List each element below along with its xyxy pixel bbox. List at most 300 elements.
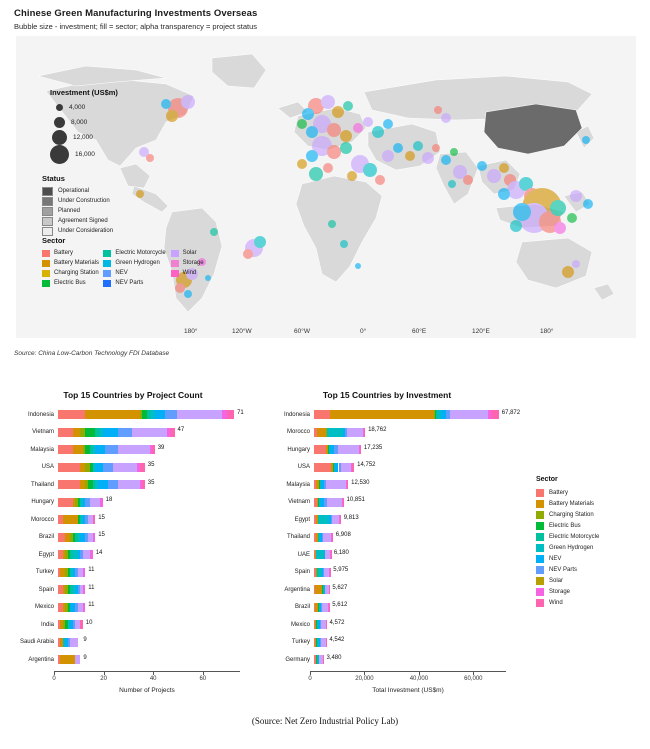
bar-segment[interactable] (327, 498, 343, 507)
bar-value-label: 47 (177, 427, 185, 434)
bar-row[interactable] (262, 651, 524, 669)
status-legend-item (42, 196, 152, 206)
bar-segment[interactable] (118, 445, 150, 454)
bar-segment[interactable] (93, 515, 95, 524)
map-tick-60w: 60°W (294, 328, 310, 335)
bar-row[interactable] (262, 494, 524, 512)
bar-track (314, 463, 510, 472)
bar-segment[interactable] (319, 515, 329, 524)
bar-segment[interactable] (95, 463, 102, 472)
bar-category-label: Mexico (290, 621, 310, 628)
bar-row[interactable] (8, 599, 258, 617)
bar-value-label: 12,530 (351, 479, 370, 486)
x-tick-label: 0 (52, 675, 56, 682)
bar-category-label: Argentina (28, 656, 54, 663)
bar-category-label: Vietnam (288, 499, 310, 506)
bar-row[interactable] (262, 599, 524, 617)
sector-swatch (536, 533, 544, 541)
status-swatch (42, 227, 53, 236)
bar-row[interactable] (8, 494, 258, 512)
investment-legend-title: Investment (US$m) (50, 88, 118, 97)
bar-segment[interactable] (95, 445, 105, 454)
bar-segment[interactable] (83, 550, 90, 559)
sector-legend-label: Storage (549, 588, 571, 595)
bar-segment[interactable] (327, 428, 342, 437)
bar-row[interactable] (8, 616, 258, 634)
sector-legend-item[interactable] (536, 586, 599, 597)
bar-row[interactable] (262, 581, 524, 599)
x-tick-label: 0 (308, 675, 312, 682)
bar-segment[interactable] (85, 428, 95, 437)
bar-segment[interactable] (118, 480, 140, 489)
bar-segment[interactable] (316, 550, 323, 559)
bar-category-label: Germany (285, 656, 310, 663)
bar-segment[interactable] (80, 620, 82, 629)
bar-segment[interactable] (63, 515, 78, 524)
bar-track (58, 638, 244, 647)
bar-track (314, 638, 510, 647)
x-tick-label: 60 (199, 675, 207, 682)
bar-value-label: 15 (98, 514, 105, 521)
bar-segment[interactable] (73, 428, 80, 437)
bar-category-label: Malaysia (286, 481, 310, 488)
bar-category-label: Turkey (291, 639, 310, 646)
bar-category-label: Morocco (286, 429, 310, 436)
bar-segment[interactable] (326, 480, 346, 489)
bar-segment[interactable] (103, 428, 118, 437)
bar-segment[interactable] (341, 463, 351, 472)
bar-category-label: Argentina (284, 586, 310, 593)
bar-segment[interactable] (315, 585, 323, 594)
bar-category-label: Hungary (31, 499, 54, 506)
sector-legend-label: Battery Materials (549, 500, 595, 507)
sector-legend-label: Charging Station (549, 511, 594, 518)
bar-value-label: 5,627 (332, 584, 348, 591)
bar-row[interactable] (262, 406, 524, 424)
status-legend-label: Under Consideration (58, 228, 114, 234)
sector-swatch (42, 260, 50, 267)
investment-legend-item (50, 115, 170, 130)
bar-row[interactable] (8, 459, 258, 477)
bar-track (314, 498, 510, 507)
map-tick-180e: 180° (540, 328, 554, 335)
bar-track (314, 409, 521, 419)
right-chart-title: Top 15 Countries by Investment (322, 390, 452, 400)
sector-swatch (42, 280, 50, 287)
sector-legend-item (42, 258, 103, 268)
status-legend-title: Status (42, 174, 65, 183)
bar-segment[interactable] (347, 480, 348, 489)
bar-row[interactable] (8, 424, 258, 442)
bar-segment[interactable] (58, 463, 80, 472)
bar-segment[interactable] (323, 655, 324, 664)
bar-category-label: Vietnam (32, 429, 54, 436)
sector-swatch (536, 588, 544, 596)
bar-row[interactable] (8, 564, 258, 582)
bar-category-label: USA (41, 464, 54, 471)
bar-segment[interactable] (108, 480, 118, 489)
sector-legend-label: NEV (115, 270, 128, 276)
bar-row[interactable] (262, 511, 524, 529)
investment-legend-item (50, 130, 170, 145)
bar-category-label: Brazil (294, 604, 310, 611)
bar-segment[interactable] (491, 410, 499, 419)
bar-category-label: Indonesia (27, 411, 54, 418)
sector-swatch (103, 260, 111, 267)
bar-segment[interactable] (332, 533, 333, 542)
bar-segment[interactable] (90, 498, 100, 507)
bar-category-label: Thailand (286, 534, 310, 541)
bar-segment[interactable] (329, 585, 330, 594)
sector-legend-item (171, 268, 232, 278)
bar-row[interactable] (262, 616, 524, 634)
bar-value-label: 3,480 (326, 654, 342, 661)
bar-row[interactable] (8, 529, 258, 547)
bar-value-label: 9,813 (343, 514, 359, 521)
bar-segment[interactable] (330, 410, 433, 419)
bar-row[interactable] (262, 459, 524, 477)
bar-value-label: 14,752 (357, 462, 376, 469)
bar-track (58, 655, 244, 664)
bar-segment[interactable] (58, 445, 73, 454)
sector-legend-item (171, 258, 232, 268)
sector-legend-label: NEV Parts (549, 566, 578, 573)
bar-row[interactable] (8, 546, 258, 564)
sector-legend-item (103, 258, 170, 268)
bar-category-label: Turkey (35, 569, 54, 576)
investment-chart[interactable] (262, 406, 524, 694)
bar-charts-panel (0, 382, 650, 702)
bar-segment[interactable] (323, 533, 331, 542)
sector-legend-label: Battery (549, 489, 569, 496)
bar-track (58, 410, 244, 419)
bar-track (314, 655, 510, 664)
bar-row[interactable] (262, 424, 524, 442)
bar-segment[interactable] (360, 445, 361, 454)
sector-legend-item[interactable] (536, 498, 599, 509)
bar-category-label: USA (297, 464, 310, 471)
investment-legend-label: 16,000 (75, 151, 95, 158)
bar-segment[interactable] (142, 480, 144, 489)
bar-segment[interactable] (83, 603, 85, 612)
sector-legend-right-title: Sector (536, 476, 558, 483)
map-tick-120e: 120°E (472, 328, 490, 335)
bar-segment[interactable] (450, 410, 488, 419)
bar-segment[interactable] (338, 445, 359, 454)
sector-swatch (536, 511, 544, 519)
bar-segment[interactable] (60, 655, 75, 664)
bar-value-label: 6,908 (335, 532, 351, 539)
sector-legend-item[interactable] (536, 564, 599, 575)
bar-segment[interactable] (314, 445, 326, 454)
bar-segment[interactable] (326, 638, 327, 647)
investment-legend-item (50, 145, 170, 164)
map-source-note: Source: China Low-Carbon Technology FDI Database (14, 350, 170, 357)
bar-track (314, 585, 510, 594)
investment-size-legend (50, 88, 170, 164)
bar-segment[interactable] (58, 428, 73, 437)
sector-legend-item (42, 248, 103, 258)
bar-segment[interactable] (83, 568, 85, 577)
bar-row[interactable] (262, 441, 524, 459)
bar-value-label: 17,235 (363, 444, 383, 451)
bar-category-label: Saudi Arabia (19, 639, 54, 646)
figure-source: (Source: Net Zero Industrial Policy Lab) (251, 716, 399, 726)
bar-segment[interactable] (58, 533, 65, 542)
bar-row[interactable] (8, 651, 258, 669)
bar-category-label: Brazil (38, 534, 54, 541)
map-tick-180w: 180° (184, 328, 198, 335)
x-tick-mark (104, 672, 105, 675)
sector-legend-label: Battery (54, 250, 74, 256)
sector-legend-item[interactable] (536, 509, 599, 520)
sector-swatch (103, 270, 111, 277)
bar-segment[interactable] (152, 445, 154, 454)
bar-value-label: 39 (157, 444, 165, 451)
bar-value-label: 4,542 (329, 637, 345, 644)
bar-segment[interactable] (58, 498, 73, 507)
bar-value-label: 10 (85, 619, 93, 626)
bar-segment[interactable] (140, 463, 145, 472)
bar-segment[interactable] (332, 515, 339, 524)
bar-track (314, 550, 510, 559)
bar-category-label: Spain (294, 569, 310, 576)
bar-track (314, 603, 510, 612)
bar-segment[interactable] (73, 445, 83, 454)
sector-legend-label: Solar (182, 250, 197, 256)
status-legend-item (42, 216, 152, 226)
status-legend-item (42, 186, 152, 196)
page-title: Chinese Green Manufacturing Investments Overseas (14, 8, 258, 19)
x-tick-mark (364, 672, 365, 675)
x-tick-label: 40,000 (409, 675, 429, 682)
bar-value-label: 10,851 (346, 497, 365, 504)
bar-segment[interactable] (100, 498, 102, 507)
bar-value-label: 14 (95, 549, 103, 556)
bar-value-label: 35 (147, 479, 155, 486)
sector-legend-item[interactable] (536, 553, 599, 564)
bar-segment[interactable] (93, 533, 95, 542)
bar-category-label: Egypt (294, 516, 310, 523)
bar-track (58, 498, 244, 507)
sector-swatch (536, 599, 544, 607)
bar-segment[interactable] (155, 410, 165, 419)
bar-value-label: 71 (237, 409, 244, 416)
bar-category-label: India (40, 621, 54, 628)
bar-segment[interactable] (105, 445, 117, 454)
bar-value-label: 4,572 (329, 619, 345, 626)
status-legend-item (42, 206, 152, 216)
status-legend-label: Agreement Signed (58, 218, 108, 224)
sector-legend-item[interactable] (536, 520, 599, 531)
bar-category-label: Morocco (30, 516, 54, 523)
bar-segment[interactable] (118, 428, 133, 437)
bar-row[interactable] (262, 529, 524, 547)
bar-track (314, 533, 510, 542)
sector-legend-item[interactable] (536, 487, 599, 498)
bar-row[interactable] (8, 634, 258, 652)
sector-legend-column (103, 248, 170, 288)
bar-value-label: 6,180 (333, 549, 349, 556)
bar-segment[interactable] (90, 550, 92, 559)
x-tick-label: 40 (149, 675, 157, 682)
sector-legend-item[interactable] (536, 597, 599, 608)
bar-segment[interactable] (331, 550, 332, 559)
sector-legend-right (536, 476, 599, 608)
bar-track (314, 620, 510, 629)
bar-segment[interactable] (343, 498, 344, 507)
status-swatch (42, 207, 53, 216)
x-tick-mark (473, 672, 474, 675)
bar-segment[interactable] (227, 410, 234, 419)
sector-legend-label: Wind (549, 599, 563, 606)
sector-legend-label: Storage (182, 260, 204, 266)
sector-swatch (536, 577, 544, 585)
bar-row[interactable] (262, 546, 524, 564)
bar-row[interactable] (8, 581, 258, 599)
x-tick-mark (54, 672, 55, 675)
bubble-icon (50, 145, 69, 164)
x-tick-label: 60,000 (464, 675, 483, 682)
bar-segment[interactable] (317, 428, 326, 437)
bar-segment[interactable] (70, 638, 77, 647)
x-axis (310, 671, 506, 672)
sector-legend-item[interactable] (536, 575, 599, 586)
x-axis (54, 671, 240, 672)
bar-row[interactable] (8, 511, 258, 529)
map-tick-0: 0° (360, 328, 367, 335)
sector-legend-title: Sector (42, 236, 66, 245)
bar-track (58, 585, 244, 594)
bar-segment[interactable] (103, 463, 113, 472)
bar-segment[interactable] (85, 410, 140, 419)
sector-swatch (42, 270, 50, 277)
sector-legend-label: Wind (182, 270, 197, 276)
x-tick-mark (419, 672, 420, 675)
sector-legend-item (103, 268, 170, 278)
bar-category-label: Spain (38, 586, 54, 593)
bar-segment[interactable] (132, 428, 167, 437)
sector-swatch (536, 522, 544, 530)
sector-swatch (103, 250, 111, 257)
status-legend (42, 174, 152, 236)
bar-segment[interactable] (314, 410, 330, 419)
bar-value-label: 15 (98, 532, 105, 539)
bar-row[interactable] (8, 406, 258, 424)
bar-track (58, 568, 244, 577)
project-count-chart[interactable] (8, 406, 258, 694)
sector-legend-label: NEV (549, 555, 562, 562)
bar-segment[interactable] (326, 620, 327, 629)
bar-category-label: Malaysia (30, 446, 54, 453)
status-swatch (42, 197, 53, 206)
bar-value-label: 11 (88, 567, 95, 574)
bar-track (58, 620, 244, 629)
bar-track (58, 603, 244, 612)
bar-value-label: 35 (147, 462, 155, 469)
bar-segment[interactable] (75, 655, 80, 664)
bar-segment[interactable] (113, 463, 138, 472)
bar-track (58, 480, 244, 489)
x-tick-label: 20,000 (355, 675, 374, 682)
bar-segment[interactable] (364, 428, 365, 437)
bar-value-label: 9 (83, 654, 87, 661)
bubble-icon (52, 130, 67, 145)
sector-swatch (536, 500, 544, 508)
bar-track (314, 515, 510, 524)
bar-track (58, 445, 244, 454)
bar-category-label: Egypt (38, 551, 54, 558)
map-panel (0, 0, 650, 372)
sector-legend-item[interactable] (536, 531, 599, 542)
sector-swatch (536, 566, 544, 574)
sector-swatch (536, 555, 544, 563)
bar-value-label: 18 (105, 497, 113, 504)
sector-swatch (536, 489, 544, 497)
bar-segment[interactable] (58, 480, 80, 489)
bar-row[interactable] (8, 476, 258, 494)
bar-category-label: Indonesia (283, 411, 310, 418)
bar-segment[interactable] (330, 568, 331, 577)
bar-segment[interactable] (347, 428, 363, 437)
bar-segment[interactable] (83, 585, 85, 594)
bar-track (58, 463, 244, 472)
sector-swatch (536, 544, 544, 552)
sector-legend-label: Electric Bus (54, 280, 86, 286)
bar-row[interactable] (262, 476, 524, 494)
investment-legend-label: 12,000 (73, 134, 93, 141)
map-tick-120w: 120°W (232, 328, 252, 335)
x-tick-mark (310, 672, 311, 675)
sector-swatch (103, 280, 111, 287)
investment-legend-item (50, 100, 170, 115)
bar-segment[interactable] (329, 603, 330, 612)
bar-segment[interactable] (177, 410, 222, 419)
sector-legend-label: Green Hydrogen (549, 544, 594, 551)
sector-legend-item (42, 278, 103, 288)
bar-track (58, 550, 244, 559)
investment-legend-label: 4,000 (69, 104, 86, 111)
bar-row[interactable] (8, 441, 258, 459)
bar-segment[interactable] (98, 480, 108, 489)
bar-segment[interactable] (58, 410, 85, 419)
bar-track (314, 568, 510, 577)
bar-track (314, 480, 510, 489)
bar-category-label: UAE (297, 551, 310, 558)
sector-swatch (42, 250, 50, 257)
bar-row[interactable] (262, 634, 524, 652)
bar-category-label: Hungary (287, 446, 310, 453)
status-legend-label: Under Construction (58, 198, 110, 204)
bubble-icon (54, 117, 65, 128)
bar-row[interactable] (262, 564, 524, 582)
sector-swatch (171, 270, 179, 277)
bar-segment[interactable] (170, 428, 175, 437)
investment-legend-label: 8,000 (71, 119, 88, 126)
bar-category-label: Mexico (34, 604, 54, 611)
x-axis-label: Number of Projects (119, 686, 175, 694)
world-map[interactable] (16, 36, 636, 338)
bar-segment[interactable] (340, 515, 341, 524)
bar-segment[interactable] (165, 410, 177, 419)
bar-category-label: Thailand (30, 481, 54, 488)
sector-legend-label: NEV Parts (115, 280, 144, 286)
bar-segment[interactable] (314, 463, 331, 472)
sector-legend-label: Charging Station (54, 270, 99, 276)
sector-legend-item (103, 278, 170, 288)
bar-segment[interactable] (352, 463, 354, 472)
sector-legend-item[interactable] (536, 542, 599, 553)
